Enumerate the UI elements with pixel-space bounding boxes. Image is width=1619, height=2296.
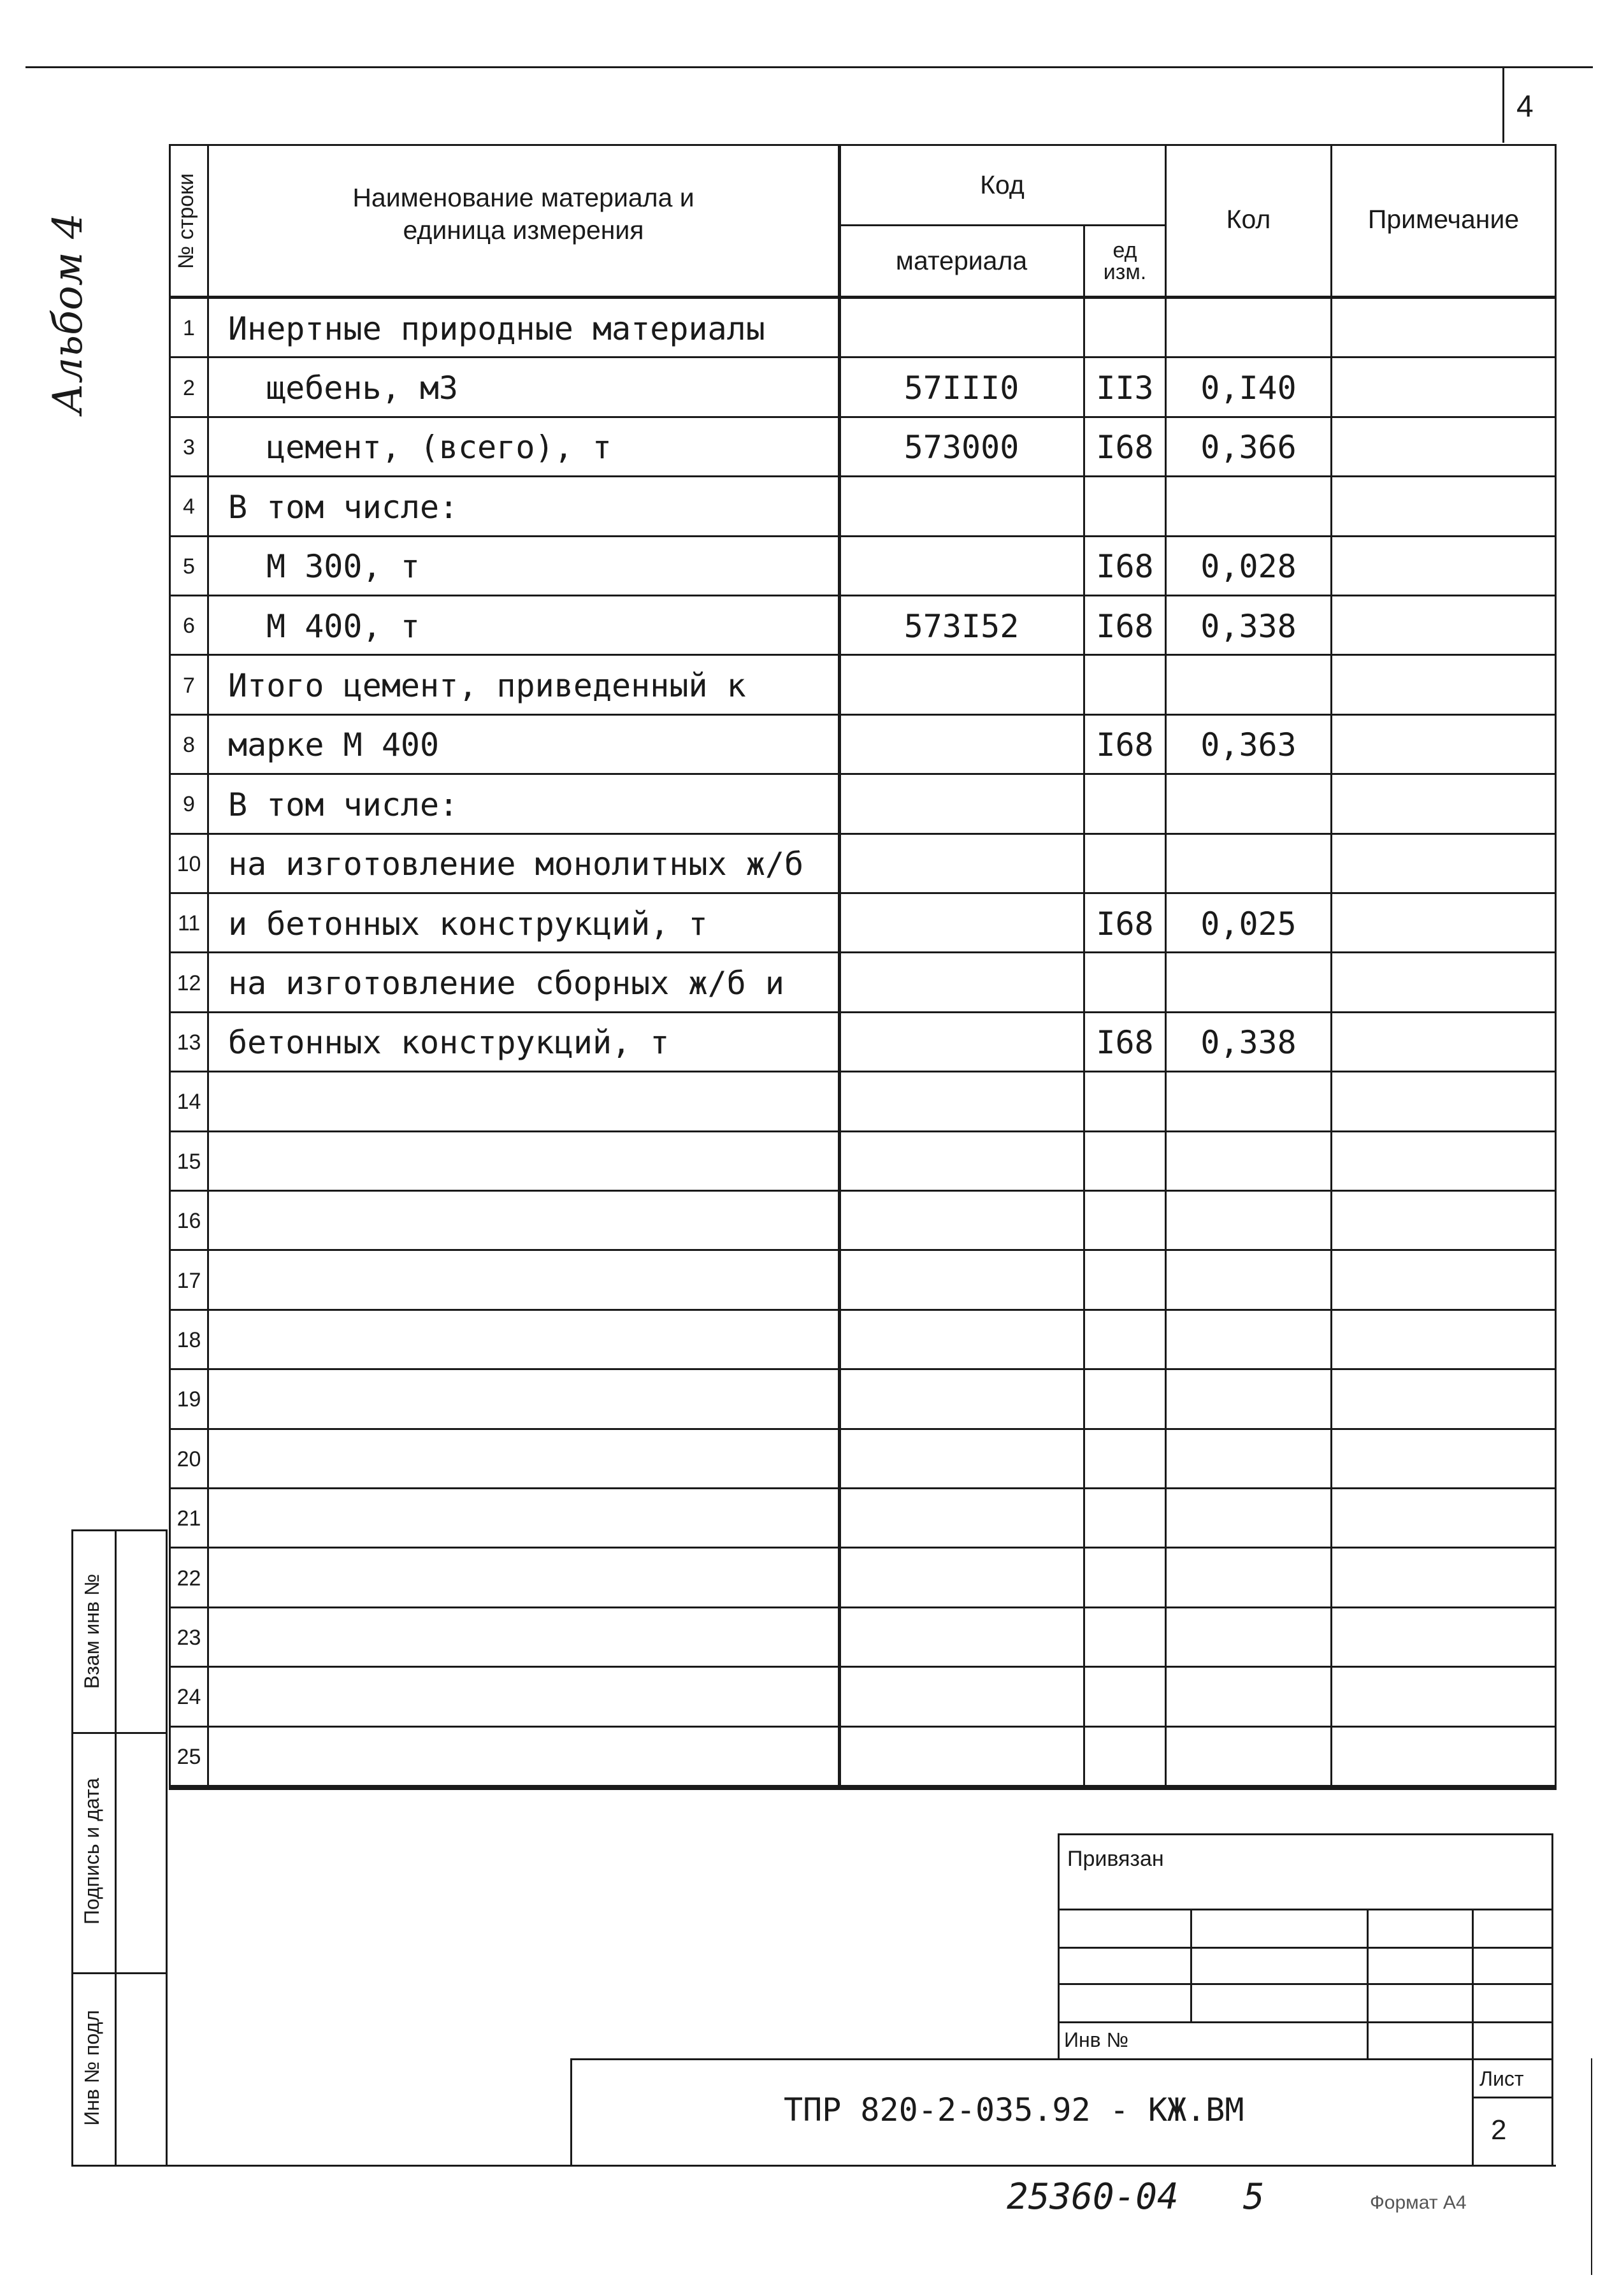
- material-code: [840, 1072, 1083, 1132]
- material-code: [840, 1668, 1083, 1727]
- unit-code: [1085, 1489, 1165, 1549]
- unit-code: [1085, 477, 1165, 537]
- material-code: 573I52: [903, 607, 1019, 645]
- note-cell: [1332, 1668, 1555, 1727]
- quantity: [1167, 1370, 1330, 1429]
- table-row: [169, 1430, 1557, 1489]
- material-code: [840, 656, 1083, 715]
- note-cell: [1332, 358, 1555, 417]
- quantity: 0,028: [1200, 548, 1297, 586]
- table-row: [169, 1489, 1557, 1549]
- unit-code: I68: [1096, 726, 1154, 764]
- material-code: [840, 953, 1083, 1013]
- note-cell: [1332, 1192, 1555, 1251]
- material-name: [228, 1430, 840, 1489]
- table-row: [169, 1192, 1557, 1251]
- unit-code: [1085, 1192, 1165, 1251]
- note-cell: [1332, 1489, 1555, 1549]
- material-name: Инертные природные материалы: [228, 310, 765, 347]
- table-row: [169, 894, 1557, 953]
- unit-code: I68: [1096, 607, 1154, 645]
- table-row: [169, 1251, 1557, 1310]
- row-number: 7: [183, 673, 195, 698]
- table-body: [169, 299, 1557, 1787]
- material-name: на изготовление монолитных ж/б: [228, 846, 804, 883]
- table-row: [169, 835, 1557, 894]
- table-row: [169, 358, 1557, 417]
- note-cell: [1332, 1549, 1555, 1608]
- row-number: 24: [176, 1685, 201, 1710]
- note-cell: [1332, 835, 1555, 894]
- unit-code: [1085, 1251, 1165, 1310]
- archive-stamp-number: 25360-04 5: [1007, 2176, 1265, 2218]
- row-number: 8: [183, 732, 195, 757]
- header-qty: Кол: [1226, 205, 1271, 235]
- table-row: [169, 716, 1557, 775]
- designation-left-line: [570, 2058, 572, 2165]
- unit-code: [1085, 1132, 1165, 1192]
- row-number: 3: [183, 435, 195, 459]
- material-code: [840, 1132, 1083, 1192]
- header-code: Код: [980, 170, 1025, 200]
- material-code: [840, 1311, 1083, 1370]
- quantity: 0,338: [1200, 1024, 1297, 1062]
- row-number: 12: [176, 971, 201, 995]
- title-right-line: [1551, 1833, 1553, 2165]
- row-number: 16: [176, 1209, 201, 1234]
- quantity: [1167, 1132, 1330, 1192]
- unit-code: I68: [1096, 429, 1154, 466]
- material-code: [840, 894, 1083, 953]
- table-row: [169, 1132, 1557, 1192]
- side-stamp-podpis: Подпись и дата: [80, 1777, 103, 1925]
- table-row: [169, 953, 1557, 1013]
- table-row: [169, 1370, 1557, 1429]
- code-subheader-line: [838, 224, 1165, 226]
- material-code: [840, 835, 1083, 894]
- material-code: [840, 716, 1083, 775]
- unit-code: [1085, 299, 1165, 358]
- note-cell: [1332, 1370, 1555, 1429]
- note-cell: [1332, 953, 1555, 1013]
- row-number: 19: [176, 1387, 201, 1412]
- note-cell: [1332, 656, 1555, 715]
- material-code: [840, 1013, 1083, 1072]
- row-number: 15: [176, 1149, 201, 1174]
- material-name: М 300, т: [266, 548, 420, 586]
- note-cell: [1332, 894, 1555, 953]
- quantity: [1167, 953, 1330, 1013]
- unit-code: [1085, 656, 1165, 715]
- note-cell: [1332, 1132, 1555, 1192]
- note-cell: [1332, 537, 1555, 596]
- page-number-divider: [1502, 66, 1504, 143]
- material-name: [228, 1608, 840, 1668]
- table-row: [169, 1311, 1557, 1370]
- row-number: 11: [177, 911, 201, 936]
- unit-code: [1085, 1430, 1165, 1489]
- unit-code: II3: [1096, 370, 1154, 407]
- material-code: [840, 1549, 1083, 1608]
- unit-code: [1085, 1728, 1165, 1787]
- unit-code: I68: [1096, 548, 1154, 586]
- quantity: [1167, 1192, 1330, 1251]
- material-code: [840, 1192, 1083, 1251]
- quantity: 0,025: [1200, 905, 1297, 942]
- row-number: 13: [176, 1030, 201, 1055]
- quantity: [1167, 1549, 1330, 1608]
- header-note: Примечание: [1367, 205, 1520, 235]
- row-number: 10: [176, 851, 201, 876]
- top-border: [25, 66, 1593, 68]
- material-name: бетонных конструкций, т: [228, 1024, 670, 1062]
- quantity: [1167, 1072, 1330, 1132]
- unit-code: [1085, 775, 1165, 834]
- quantity: [1167, 1608, 1330, 1668]
- material-name: В том числе:: [228, 488, 459, 526]
- note-cell: [1332, 477, 1555, 537]
- table-row: [169, 477, 1557, 537]
- material-code: [840, 1430, 1083, 1489]
- table-row: [169, 1728, 1557, 1787]
- header-material: материала: [895, 246, 1028, 276]
- right-edge-line: [1591, 2058, 1592, 2275]
- material-code: [840, 477, 1083, 537]
- header-name: Наименование материала и единица измерения: [352, 182, 694, 245]
- note-cell: [1332, 299, 1555, 358]
- sheet-label-line: [1472, 2097, 1553, 2098]
- material-name: [228, 1668, 840, 1727]
- row-number: 14: [176, 1090, 201, 1115]
- quantity: [1167, 477, 1330, 537]
- side-stamp-mid-border: [115, 1529, 117, 2167]
- title-line-1: [1058, 1909, 1553, 1910]
- table-row: [169, 1549, 1557, 1608]
- note-cell: [1332, 775, 1555, 834]
- material-name: [228, 1549, 840, 1608]
- material-name: на изготовление сборных ж/б и: [228, 965, 784, 1002]
- material-name: [228, 1370, 840, 1429]
- material-name: цемент, (всего), т: [266, 429, 612, 466]
- row-number: 22: [176, 1566, 201, 1591]
- quantity: 0,366: [1200, 429, 1297, 466]
- table-row: [169, 1072, 1557, 1132]
- table-row: [169, 418, 1557, 477]
- material-name: [228, 1251, 840, 1310]
- note-cell: [1332, 596, 1555, 656]
- material-name: [228, 1072, 840, 1132]
- quantity: [1167, 835, 1330, 894]
- row-number: 1: [183, 316, 195, 341]
- material-name: Итого цемент, приведенный к: [228, 667, 746, 705]
- title-line-4: [1058, 2021, 1553, 2023]
- material-name: щебень, м3: [266, 370, 459, 407]
- quantity: [1167, 1430, 1330, 1489]
- quantity: [1167, 1668, 1330, 1727]
- table-row: [169, 596, 1557, 656]
- material-name: [228, 1728, 840, 1787]
- note-cell: [1332, 1608, 1555, 1668]
- table-row: [169, 299, 1557, 358]
- material-name: и бетонных конструкций, т: [228, 905, 708, 942]
- quantity: 0,363: [1200, 726, 1297, 764]
- table-bottom-border: [169, 1787, 1557, 1790]
- material-code: [840, 1608, 1083, 1668]
- material-code: 57III0: [903, 370, 1019, 407]
- title-col-2: [1367, 1909, 1369, 2060]
- quantity: [1167, 775, 1330, 834]
- unit-code: [1085, 1311, 1165, 1370]
- unit-code: [1085, 953, 1165, 1013]
- note-cell: [1332, 418, 1555, 477]
- row-number: 20: [176, 1447, 201, 1471]
- material-code: 573000: [903, 429, 1019, 466]
- unit-code: [1085, 1549, 1165, 1608]
- inv-no-label: Инв №: [1064, 2028, 1128, 2051]
- materials-table: [169, 144, 1557, 1789]
- material-code: [840, 1251, 1083, 1310]
- page-number: 4: [1516, 90, 1534, 124]
- sheet-number: 2: [1491, 2114, 1507, 2146]
- row-number: 21: [176, 1506, 201, 1531]
- material-name: В том числе:: [228, 786, 459, 823]
- table-row: [169, 1608, 1557, 1668]
- material-code: [840, 1728, 1083, 1787]
- quantity: [1167, 1489, 1330, 1549]
- note-cell: [1332, 1311, 1555, 1370]
- note-cell: [1332, 1728, 1555, 1787]
- material-name: [228, 1311, 840, 1370]
- unit-code: I68: [1096, 905, 1154, 942]
- material-code: [840, 1370, 1083, 1429]
- quantity: [1167, 656, 1330, 715]
- row-number: 6: [183, 614, 195, 639]
- side-stamp-left-border: [71, 1529, 73, 2167]
- row-number: 23: [176, 1625, 201, 1650]
- note-cell: [1332, 1013, 1555, 1072]
- row-number: 17: [176, 1268, 201, 1293]
- header-unit: ед изм.: [1103, 238, 1147, 284]
- unit-code: [1085, 1072, 1165, 1132]
- material-code: [840, 299, 1083, 358]
- row-number: 9: [183, 792, 195, 817]
- header-row-number: № строки: [174, 173, 198, 270]
- quantity: 0,I40: [1200, 370, 1297, 407]
- material-name: [228, 1132, 840, 1192]
- row-number: 4: [183, 495, 195, 519]
- drawing-designation: ТПР 820-2-035.92 - КЖ.ВМ: [784, 2091, 1244, 2128]
- material-code: [840, 1489, 1083, 1549]
- table-row: [169, 656, 1557, 715]
- material-name: марке М 400: [228, 726, 440, 764]
- title-col-3: [1472, 1909, 1474, 2165]
- note-cell: [1332, 1072, 1555, 1132]
- unit-code: [1085, 1370, 1165, 1429]
- table-row: [169, 1668, 1557, 1727]
- side-stamp-right-border: [166, 1529, 168, 2167]
- unit-code: [1085, 1608, 1165, 1668]
- table-row: [169, 1013, 1557, 1072]
- material-code: [840, 775, 1083, 834]
- unit-code: I68: [1096, 1024, 1154, 1062]
- row-number: 25: [176, 1744, 201, 1769]
- unit-code: [1085, 835, 1165, 894]
- quantity: 0,338: [1200, 607, 1297, 645]
- quantity: [1167, 299, 1330, 358]
- quantity: [1167, 1311, 1330, 1370]
- unit-code: [1085, 1668, 1165, 1727]
- material-name: [228, 1192, 840, 1251]
- side-stamp-inv-podl: Инв № подл: [80, 2010, 103, 2126]
- page-bottom-border: [71, 2165, 1556, 2167]
- note-cell: [1332, 716, 1555, 775]
- quantity: [1167, 1728, 1330, 1787]
- quantity: [1167, 1251, 1330, 1310]
- material-code: [840, 537, 1083, 596]
- side-stamp-vzam: Взам инв №: [80, 1573, 103, 1689]
- designation-top-line: [570, 2058, 1553, 2060]
- note-cell: [1332, 1251, 1555, 1310]
- title-line-2: [1058, 1947, 1553, 1949]
- sheet-label: Лист: [1479, 2067, 1524, 2090]
- title-top-line: [1058, 1833, 1553, 1835]
- note-cell: [1332, 1430, 1555, 1489]
- row-number: 2: [183, 375, 195, 400]
- table-row: [169, 775, 1557, 834]
- table-row: [169, 537, 1557, 596]
- album-note: Альбом 4: [45, 213, 92, 414]
- format-label: Формат А4: [1370, 2192, 1467, 2213]
- row-number: 18: [176, 1327, 201, 1352]
- title-col-1: [1190, 1909, 1192, 2021]
- privyazan-label: Привязан: [1067, 1847, 1164, 1871]
- material-name: [228, 1489, 840, 1549]
- title-line-3: [1058, 1983, 1553, 1985]
- material-name: М 400, т: [266, 607, 420, 645]
- row-number: 5: [183, 554, 195, 579]
